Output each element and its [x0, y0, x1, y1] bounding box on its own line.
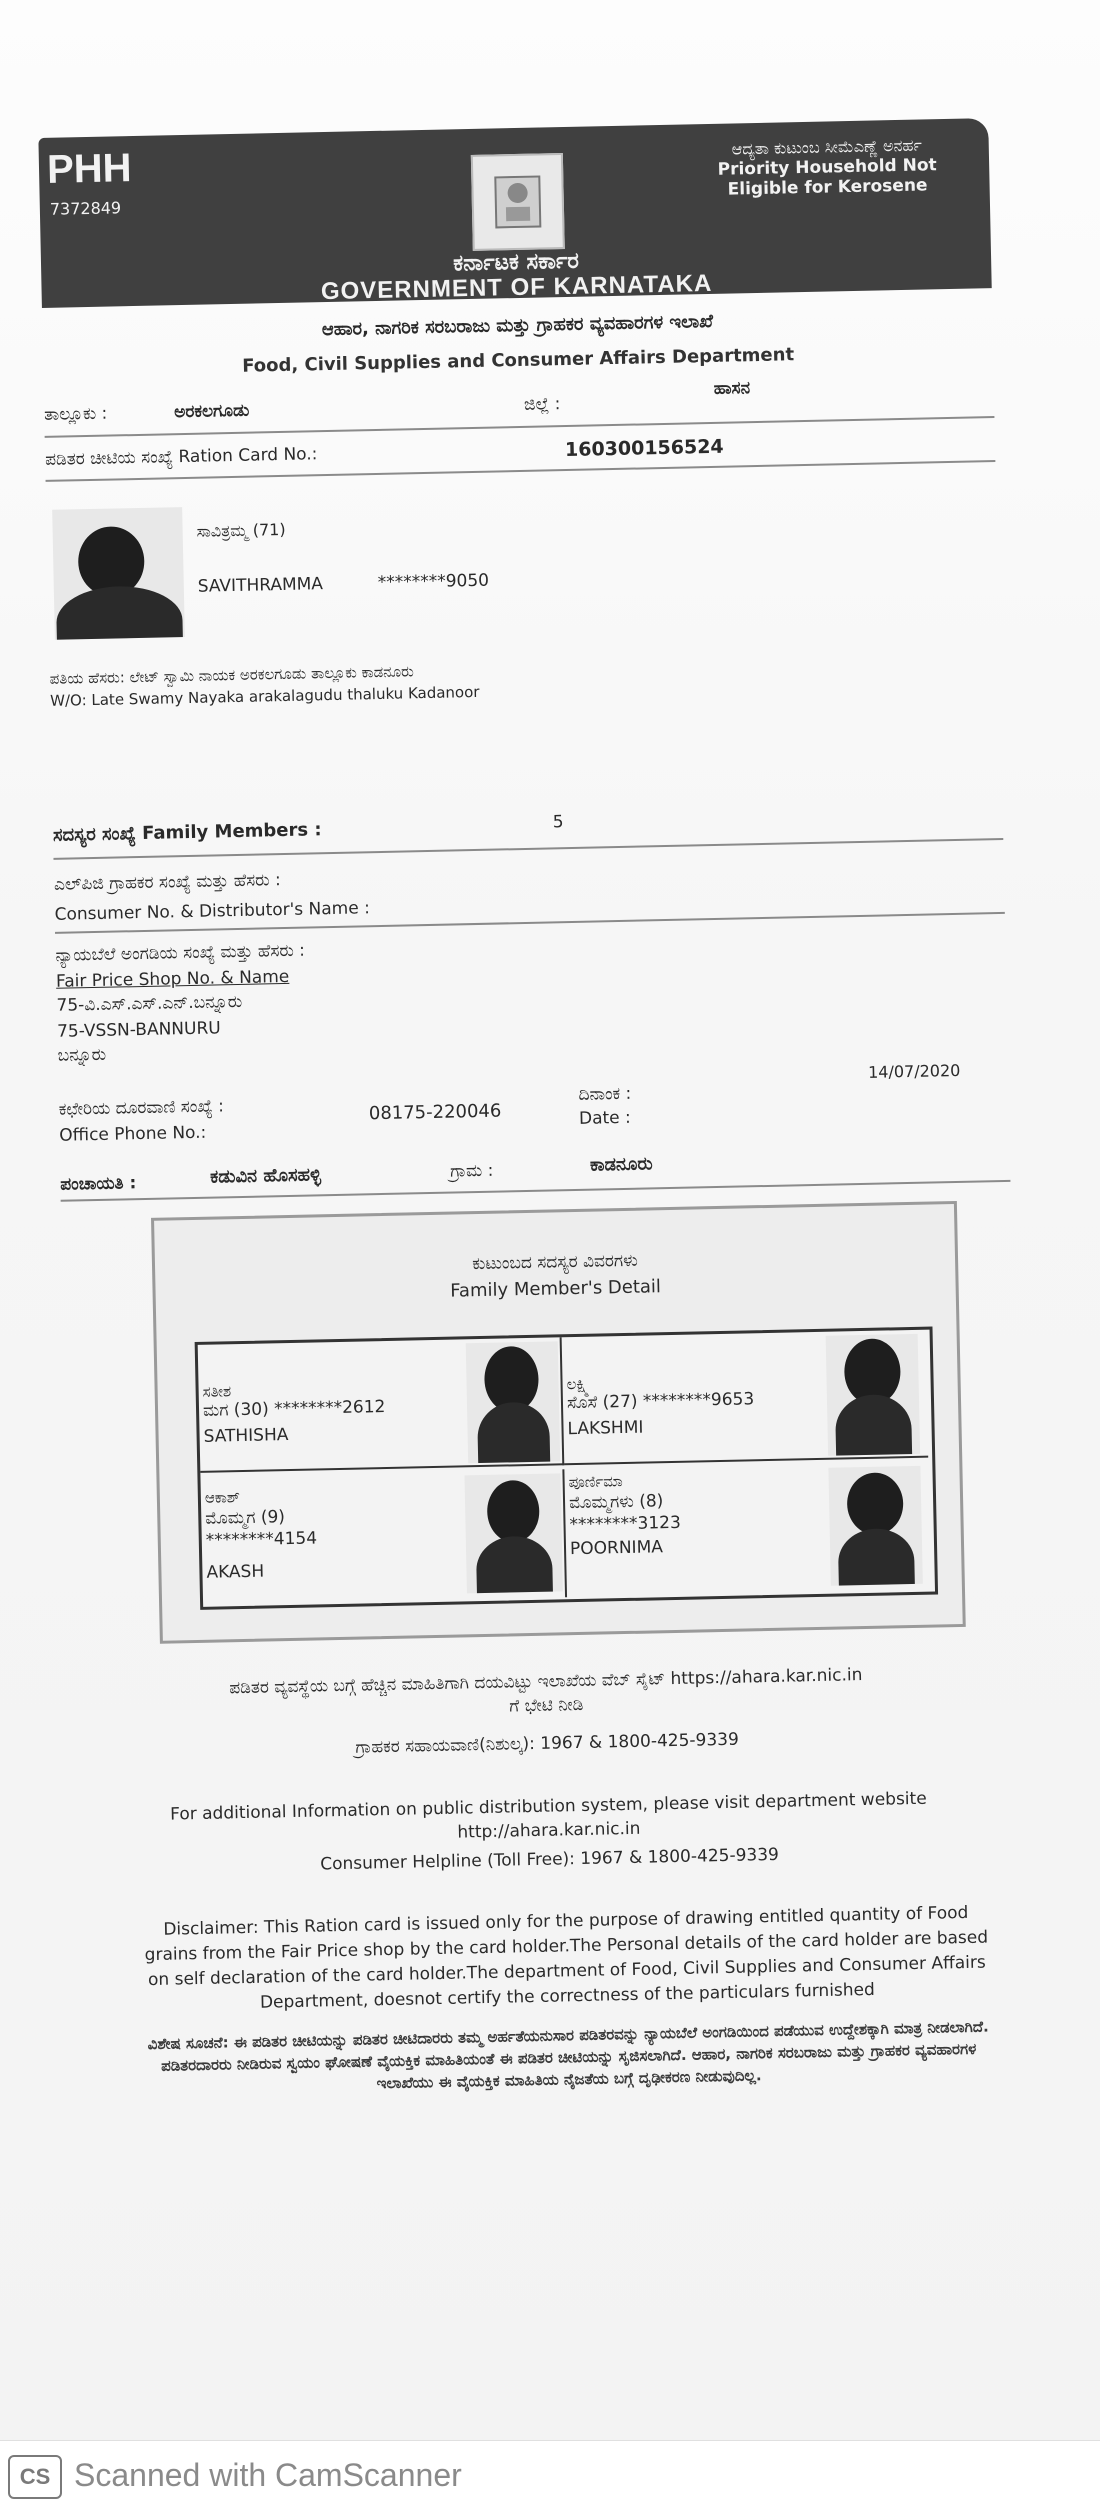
district-label: ಜಿಲ್ಲೆ : — [523, 394, 561, 415]
ration-card — [38, 100, 1042, 2220]
category-en-line2: Eligible for Kerosene — [727, 175, 928, 200]
info-en-line2: http://ahara.kar.nic.in — [457, 1818, 641, 1843]
department-kn: ಆಹಾರ, ನಾಗರಿಕ ಸರಬರಾಜು ಮತ್ತು ಗ್ರಾಹಕರ ವ್ಯವಹಾರಗಳ ಇಲಾಖೆ — [321, 310, 714, 341]
disclaimer-en: Disclaimer: This Ration card is issued only for the purpose of drawing entitled quantity of Food grains from the Fair Price shop by the card holder.The Personal details of the card holder are based on self declaration of the card holder.The department of Food, Civil Supplies and Consumer Affairs Department, doesnot certify the correctness of the particulars furnished — [144, 1902, 989, 2013]
family-grid — [195, 1327, 938, 1610]
location-row — [43, 378, 994, 425]
holder-address-en: W/O: Late Swamy Nayaka arakalagudu thaluku Kadanoor — [49, 682, 480, 710]
fps-label-kn: ನ್ಯಾಯಬೆಲೆ ಅಂಗಡಿಯ ಸಂಖ್ಯೆ ಮತ್ತು ಹೆಸರು : — [55, 940, 306, 966]
member-name-en: POORNIMA — [569, 1537, 664, 1560]
holder-address-kn: ಪತಿಯ ಹೆಸರು: ಲೇಟ್ ಸ್ವಾಮಿ ನಾಯಕ ಅರಕಲಗೂಡು ತಾಲ್ಲೂಕು ಕಾಡನೂರು — [49, 662, 414, 688]
member-name-en: AKASH — [206, 1561, 265, 1583]
members-value: 5 — [552, 812, 564, 833]
family-member-card — [198, 1337, 565, 1473]
village-label: ಗ್ರಾಮ : — [449, 1160, 494, 1182]
department-en: Food, Civil Supplies and Consumer Affairs Department — [241, 344, 795, 377]
phone-label-en: Office Phone No.: — [59, 1122, 207, 1146]
member-name-en: LAKSHMI — [567, 1417, 644, 1440]
card-type: PHH — [46, 146, 132, 192]
helpline-kn: ಗ್ರಾಹಕರ ಸಹಾಯವಾಣಿ(ನಿಶುಲ್ಕ): 1967 & 1800-425-9339 — [355, 1729, 740, 1758]
info-kn — [71, 1660, 1022, 1728]
member-relation: ಮೊಮ್ಮಗಳು (8) — [568, 1491, 664, 1514]
date-label-kn: ದಿನಾಂಕ : — [578, 1083, 632, 1105]
phone-value: 08175-220046 — [368, 1100, 502, 1125]
fps-place-kn: ಬನ್ನೂರು — [57, 1044, 107, 1066]
member-photo — [826, 1334, 920, 1456]
taluk-value: ಅರಕಲಗೂಡು — [173, 400, 250, 423]
camscanner-logo: CS — [8, 2455, 62, 2499]
gov-title-en: GOVERNMENT OF KARNATAKA — [320, 269, 713, 306]
header-band — [38, 118, 991, 308]
family-title-en: Family Member's Detail — [450, 1276, 662, 1302]
member-id: ********3123 — [569, 1512, 681, 1536]
member-relation: ಸೊಸೆ (27) ********9653 — [566, 1389, 755, 1414]
info-en-line1: For additional Information on public distribution system, please visit department website — [169, 1788, 927, 1825]
fps-label-en: Fair Price Shop No. & Name — [55, 966, 290, 992]
ration-number: 160300156524 — [564, 435, 724, 462]
taluk-label: ತಾಲ್ಲೂಕು : — [43, 403, 108, 425]
card-code: 7372849 — [49, 198, 122, 219]
family-member-card — [564, 1462, 931, 1598]
member-relation: ಮೊಮ್ಮಗ (9) — [205, 1507, 286, 1529]
member-relation: ಮಗ (30) ********2612 — [202, 1397, 386, 1421]
member-photo — [466, 1341, 560, 1463]
gov-title-kn: ಕರ್ನಾಟಕ ಸರ್ಕಾರ — [453, 248, 580, 277]
info-kn-line2: ಗೆ ಭೇಟಿ ನೀಡಿ — [509, 1694, 584, 1717]
member-name-kn: ಸತೀಶ — [202, 1382, 232, 1401]
phone-label-kn: ಕಛೇರಿಯ ದೂರವಾಣಿ ಸಂಖ್ಯೆ : — [58, 1096, 225, 1120]
member-name-en: SATHISHA — [203, 1425, 289, 1447]
helpline-en: Consumer Helpline (Toll Free): 1967 & 1800-425-9339 — [320, 1844, 780, 1875]
family-title-kn: ಕುಟುಂಬದ ಸದಸ್ಯರ ವಿವರಗಳು — [472, 1250, 638, 1275]
member-id: ********4154 — [205, 1528, 318, 1551]
members-label: ಸದಸ್ಯರ ಸಂಖ್ಯೆ Family Members : — [52, 819, 322, 846]
state-emblem-icon — [471, 153, 565, 251]
info-kn-line1: ಪಡಿತರ ವ್ಯವಸ್ಥೆಯ ಬಗ್ಗೆ ಹೆಚ್ಚಿನ ಮಾಹಿತಿಗಾಗಿ ದಯವಿಟ್ಟು ಇಲಾಖೆಯ ವೆಬ್ ಸೈಟ್ https://ahara.kar.nic.in — [229, 1665, 863, 1699]
member-name-kn: ಲಕ್ಷ್ಮಿ — [566, 1374, 590, 1394]
category-kn: ಆದ್ಯತಾ ಕುಟುಂಬ ಸೀಮೆಎಣ್ಣೆ ಅನರ್ಹ — [731, 135, 923, 159]
panchayat-value: ಕಡುವಿನ ಹೊಸಹಳ್ಳಿ — [209, 1164, 322, 1188]
member-photo — [828, 1466, 922, 1586]
family-member-card — [562, 1330, 929, 1466]
scanner-watermark — [0, 2440, 1100, 2506]
category-block — [687, 135, 968, 201]
divider — [61, 1180, 1011, 1202]
fps-value-kn: 75-ವಿ.ಎಸ್.ಎಸ್.ಎನ್.ಬನ್ನೂರು — [56, 991, 243, 1016]
category-en-line1: Priority Household Not — [717, 155, 937, 180]
holder-id: ********9050 — [377, 570, 490, 593]
consumer-label-kn: ಎಲ್‌ಪಿಜಿ ಗ್ರಾಹಕರ ಸಂಖ್ಯೆ ಮತ್ತು ಹೆಸರು : — [53, 870, 281, 895]
fps-value-en: 75-VSSN-BANNURU — [56, 1018, 221, 1042]
date-label-en: Date : — [578, 1107, 632, 1129]
village-value: ಕಾಡನೂರು — [589, 1153, 653, 1176]
camscanner-label: Scanned with CamScanner — [74, 2457, 462, 2493]
date-value: 14/07/2020 — [867, 1060, 961, 1082]
holder-photo — [52, 507, 185, 640]
family-details-box — [151, 1201, 966, 1644]
member-name-kn: ಪೂರ್ಣಿಮಾ — [568, 1472, 623, 1492]
member-photo — [464, 1473, 562, 1593]
holder-name-en: SAVITHRAMMA — [197, 574, 324, 597]
ration-label: ಪಡಿತರ ಚೀಟಿಯ ಸಂಖ್ಯೆ Ration Card No.: — [44, 444, 318, 470]
disclaimer-kn: ವಿಶೇಷ ಸೂಚನೆ: ಈ ಪಡಿತರ ಚೀಟಿಯನ್ನು ಪಡಿತರ ಚೀಟಿದಾರರು ತಮ್ಮ ಅರ್ಹತೆಯನುಸಾರ ಪಡಿತರವನ್ನು ನ್ಯಾಯಬೆಲೆ ಅಂಗಡಿಯಿಂದ ಪಡೆಯುವ ಉದ್ದೇಶಕ್ಕಾಗಿ ಮಾತ್ರ ನೀಡಲಾಗಿದೆ. ಪಡಿತರದಾರರು ನೀಡಿರುವ ಸ್ವಯಂ ಘೋಷಣೆ ವೈಯಕ್ತಿಕ ಮಾಹಿತಿಯಂತೆ ಈ ಪಡಿತರ ಚೀಟಿಯನ್ನು ಸೃಜಿಸಲಾಗಿದೆ. ಆಹಾರ, ನಾಗರಿಕ ಸರಬರಾಜು ಮತ್ತು ಗ್ರಾಹಕರ ವ್ಯವಹಾರಗಳ ಇಲಾಖೆಯು ಈ ವೈಯಕ್ತಿಕ ಮಾಹಿತಿಯ ನೈಜತೆಯ ಬಗ್ಗೆ ದೃಢೀಕರಣ ನೀಡುವುದಿಲ್ಲ. — [147, 2017, 989, 2093]
panchayat-label: ಪಂಚಾಯತಿ : — [60, 1173, 137, 1195]
family-member-card — [200, 1469, 567, 1605]
district-value: ಹಾಸನ — [713, 378, 751, 399]
member-name-kn: ಆಕಾಶ್ — [204, 1488, 241, 1507]
holder-name-kn: ಸಾವಿತ್ರಮ್ಮ (71) — [196, 519, 286, 541]
consumer-label-en: Consumer No. & Distributor's Name : — [54, 898, 371, 925]
